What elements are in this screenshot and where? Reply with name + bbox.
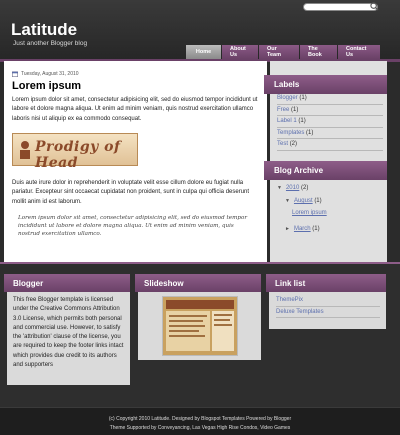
post-paragraph: Duis aute irure dolor in reprehenderit in voluptate velit esse cillum dolore eu fugiat nulla pariatur. Excepteur sint occaecat cupidatat non proident, sunt in culpa qui officia deserunt mollit anim id est laborum. [12, 180, 250, 205]
label-link[interactable]: Templates [277, 129, 305, 136]
label-count: (1) [298, 118, 306, 125]
post-date [12, 71, 79, 77]
label-link[interactable]: Blogger [277, 95, 298, 102]
footer-copyright: (c) Copyright 2010 Latitude. Designed by Blogspot Templates Powered by Blogger [108, 416, 292, 422]
label-link[interactable]: Free [277, 106, 290, 113]
main-nav [186, 45, 381, 59]
label-link[interactable]: Test [277, 141, 289, 148]
expand-down-icon[interactable]: ▼ [285, 197, 290, 204]
link-item [276, 295, 380, 307]
sidebar [270, 61, 387, 264]
labels-list [277, 93, 383, 151]
nav-our-team[interactable]: Our Team [259, 45, 299, 59]
label-item [277, 128, 383, 140]
archive-count: (1) [312, 225, 320, 232]
blogger-widget-title: Blogger [4, 274, 130, 292]
archive-list [277, 182, 383, 235]
search-icon[interactable] [370, 2, 379, 11]
link-themepix[interactable]: ThemePix [276, 297, 304, 304]
site-subtitle: Just another Blogger blog [13, 40, 88, 47]
archive-post[interactable] [277, 207, 383, 220]
labels-widget-title: Labels [264, 75, 387, 94]
label-link[interactable]: Label 1 [277, 118, 297, 125]
post-blockquote: Lorem ipsum dolor sit amet, consectetur adipisicing elit, sed do eiusmod tempor incididunt ut labore et dolore magna aliqua. Ut enim ad minim veniam, quis nostrud exercitation ullamco. [18, 215, 248, 237]
site-footer [0, 407, 400, 435]
post-image [12, 133, 138, 171]
site-title[interactable]: Latitude [11, 20, 78, 39]
archive-count: (2) [300, 185, 309, 192]
blogger-widget [7, 274, 130, 385]
expand-down-icon[interactable]: ▼ [277, 185, 282, 192]
post-title[interactable]: Lorem ipsum [12, 80, 82, 92]
post-area [4, 61, 267, 264]
nav-the-book[interactable]: The Book [300, 45, 337, 59]
linklist-widget-title: Link list [266, 274, 386, 292]
expand-right-icon[interactable]: ► [285, 225, 290, 232]
slideshow-image[interactable] [162, 296, 238, 356]
slideshow-widget-title: Slideshow [135, 274, 261, 292]
label-item [277, 139, 383, 151]
post-date-text: Tuesday, August 31, 2010 [21, 71, 79, 77]
label-count: (1) [306, 129, 314, 136]
label-item [277, 105, 383, 117]
blogger-widget-text: This free Blogger template is licensed under the Creative Commons Attribution 3.0 License, which permits both personal and commercial use. However, to satisfy the 'attribution' clause of the license, you are required to keep the footer links intact which provides due credit to its authors and supporters [13, 297, 124, 369]
slideshow-widget [138, 274, 261, 360]
footer-credits: Theme Supported by Conveyancing, Las Vegas High Rise Condos, Video Games [109, 425, 291, 431]
archive-widget-title: Blog Archive [264, 161, 387, 180]
archive-post-link[interactable]: Lorem ipsum [292, 210, 327, 217]
link-deluxe-templates[interactable]: Deluxe Templates [276, 308, 324, 315]
label-item [277, 93, 383, 105]
archive-month-link[interactable]: March [293, 225, 311, 232]
post-image-caption: Prodigy of Head [35, 139, 121, 171]
archive-year-link[interactable]: 2010 [285, 185, 300, 192]
link-item [276, 307, 380, 319]
archive-month[interactable] [277, 195, 383, 208]
archive-month[interactable] [277, 223, 383, 236]
slideshow-thumbnail-icon [163, 297, 237, 355]
archive-count: (1) [314, 197, 322, 204]
post-paragraph: Lorem ipsum dolor sit amet, consectetur adipisicing elit, sed do eiusmod tempor incididunt ut labore et dolore magna aliqua. Ut enim ad minim veniam, quis nostrud exercitation ullamco laboris nisi ut aliquip ex ea commodo consequat. [12, 97, 258, 122]
archive-month-link[interactable]: August [293, 197, 313, 204]
search-input[interactable] [303, 3, 378, 11]
label-item [277, 116, 383, 128]
label-count: (1) [291, 106, 299, 113]
footer-widgets [0, 264, 400, 407]
archive-year[interactable] [277, 182, 383, 195]
calendar-icon [12, 71, 18, 77]
linklist-widget [269, 274, 386, 329]
link-list [276, 295, 380, 318]
nav-about-us[interactable]: About Us [222, 45, 258, 59]
label-count: (2) [289, 141, 298, 148]
nav-home[interactable]: Home [186, 45, 221, 59]
stamp-figure-icon [17, 140, 33, 160]
label-count: (1) [299, 95, 307, 102]
nav-contact-us[interactable]: Contact Us [338, 45, 380, 59]
